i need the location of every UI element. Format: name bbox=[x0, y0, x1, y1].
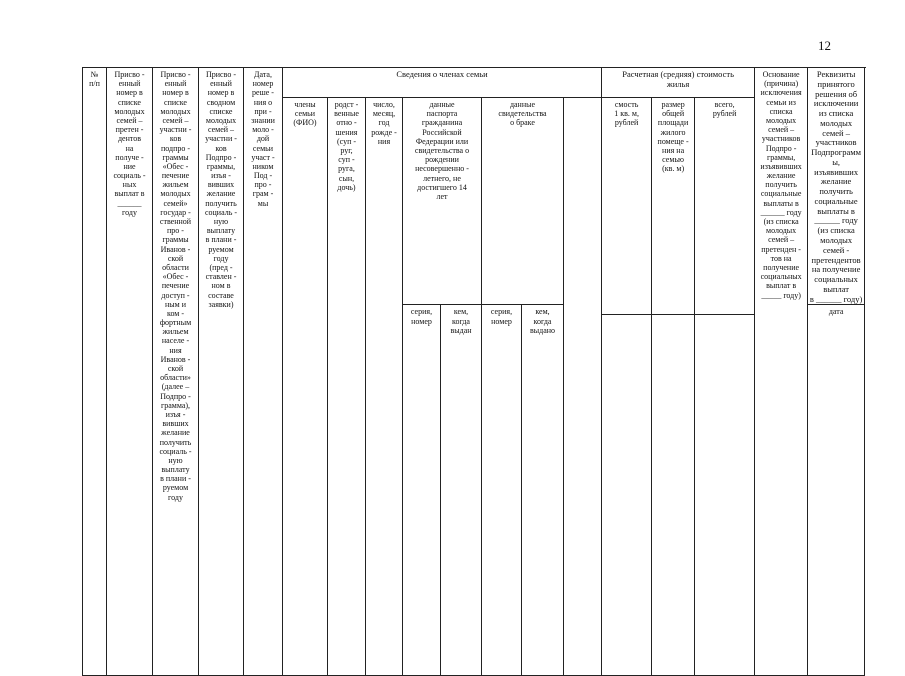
header-marriage-issued: кем, когда выдано bbox=[522, 305, 564, 676]
header-cost-per-meter: смость 1 кв. м, рублей bbox=[602, 98, 652, 315]
header-dummy bbox=[564, 98, 602, 676]
page-number: 12 bbox=[818, 38, 831, 53]
header-program-number: Присво - енный номер в списке молодых семей – участни - ков подпро - граммы «Обес - печение жильем молодых семей» государ - ственной про - граммы Иванов - ской области «Обес - печение доступ - ным и ком - фортным жильем населе - ния Иванов - ской области» (далее – Подпро - грамма), изъя - вивших желание получить социаль - ную выплату в плани - руемом году bbox=[153, 68, 199, 676]
family-list-table bbox=[82, 67, 865, 676]
header-housing-cost: Расчетная (средняя) стоимость жилья bbox=[602, 68, 755, 98]
header-num: № п/п bbox=[83, 68, 107, 676]
header-area: размер общей площади жилого помеще - ния на семью (кв. м) bbox=[652, 98, 695, 315]
header-recognition-date: Дата, номер реше - ния о при - знании моло - дой семьи участ - ником Под - про - грам - мы bbox=[244, 68, 283, 676]
header-total: всего, рублей bbox=[695, 98, 755, 315]
header-exclusion-reason: Основание (причина) исключения семьи из списка молодых семей – участников Подпро - граммы, изъявивших желание получить социальные выплаты в ______ году (из списка молодых семей – претенден - тов на получение социальных выплат в _____ году) bbox=[755, 68, 808, 676]
header-marriage-series: серия, номер bbox=[482, 305, 522, 676]
header-consolidated-number: Присво - енный номер в сводном списке молодых семей – участни - ков Подпро - граммы, изъя - вивших желание получить социаль - ную выплату в плани - руемом году (пред - ставлен - ном в составе заявки) bbox=[199, 68, 244, 676]
header-list-number: Присво - енный номер в списке молодых семей – претен - дентов на получе - ние социаль - ных выплат в ______ году bbox=[107, 68, 153, 676]
header-decision-details: Реквизиты принятого решения об исключении из списка молодых семей – участников Подпрограммы, изъявивших желание получить социальные выплаты в ______ году (из списка молодых семей - претендентов на получение социальных выплат в ______ году) bbox=[808, 68, 865, 305]
header-relation: родст - венные отно - шения (суп - руг, суп - руга, сын, дочь) bbox=[328, 98, 366, 676]
area-empty-cell bbox=[652, 315, 695, 676]
header-passport-data: данные паспорта гражданина Российской Федерации или свидетельства о рождении несовершенно - летнего, не достигшего 14 лет bbox=[403, 98, 482, 305]
header-decision-date: дата bbox=[808, 305, 865, 676]
cost-empty-cell bbox=[602, 315, 652, 676]
total-empty-cell bbox=[695, 315, 755, 676]
header-family-members: члены семьи (ФИО) bbox=[283, 98, 328, 676]
header-birthdate: число, месяц, год рожде - ния bbox=[366, 98, 403, 676]
header-marriage-data: данные свидетельства о браке bbox=[482, 98, 564, 305]
header-passport-issued: кем, когда выдан bbox=[441, 305, 482, 676]
header-family-info: Сведения о членах семьи bbox=[283, 68, 602, 98]
header-passport-series: серия, номер bbox=[403, 305, 441, 676]
